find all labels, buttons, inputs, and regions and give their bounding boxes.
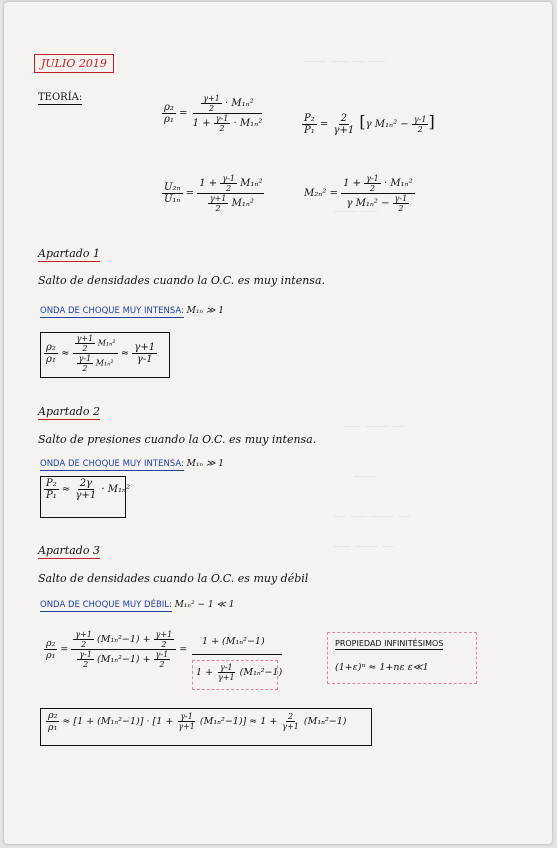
section-1-statement: Salto de densidades cuando la O.C. es muy intensa. [38,274,325,287]
section-3-statement: Salto de densidades cuando la O.C. es muy débil [38,572,309,585]
section-3-result: $\frac{\text{ρ₂}}{\text{ρ₁}}$ ≈ [1 + (M₁ₙ²−1)] · [1 + $\frac{\gamma-1}{\gamma+1}$ (M₁ₙ²−1)] ≈ 1 + $\frac{2}{\gamma+1}$ (M₁ₙ²−1) [48,710,347,733]
section-2-result: $\frac{\text{P₂}}{\text{P₁}}$ ≈ $\frac{2\gamma}{\gamma+1}$ · M₁ₙ² [46,478,131,501]
bleed-through-text: ——— ———— —— [344,422,404,432]
fraction-bar [192,654,282,655]
notebook-page [4,2,552,844]
bleed-through-text: ———— ——— —— ——— [304,57,386,67]
bleed-through-text: ———— ——— [334,207,378,217]
section-1-result: $\frac{\text{ρ₂}}{\text{ρ₁}}$ ≈ $\frac{\gamma+1}{2}$ M₁ₙ² $\frac{\gamma-1}{2}$ M₁ₙ² ≈ $\frac{\gamma+1}{\gamma-1}$ [46,334,156,373]
section-1-condition: ONDA DE CHOQUE MUY INTENSA: M₁ₙ ≫ 1 [40,306,224,316]
section-3-derivation: $\frac{\text{ρ₂}}{\text{ρ₁}}$ = $\frac{\gamma+1}{2}$ (M₁ₙ²−1) + $\frac{\gamma+1}{2}$ $\frac{\gamma-1}{2}$ (M₁ₙ²−1) + $\frac{\gamma-1}{2}$ = [46,630,188,669]
section-2-condition: ONDA DE CHOQUE MUY INTENSA: M₁ₙ ≫ 1 [40,459,224,469]
infinitesimal-property-formula: (1+ε)ⁿ ≈ 1+nε ε≪1 [335,662,429,673]
date-label: JULIO 2019 [34,54,114,73]
section-2-statement: Salto de presiones cuando la O.C. es muy intensa. [38,433,317,446]
formula-density-ratio: $\frac{\text{ρ₂}}{\text{ρ₁}}$ = $\frac{\gamma+1}{2}$ · M₁ₙ² 1 + $\frac{\gamma-1}{2}$ · M₁ₙ² [164,94,263,133]
section-3-simplified-den: 1 + $\frac{\gamma-1}{\gamma+1}$ (M₁ₙ²−1) [196,663,283,682]
section-3-condition: ONDA DE CHOQUE MUY DÉBIL: M₁ₙ² − 1 ≪ 1 [40,600,235,610]
formula-velocity-ratio: $\frac{\text{U₂ₙ}}{\text{U₁ₙ}}$ = 1 + $\frac{\gamma-1}{2}$ M₁ₙ² $\frac{\gamma+1}{2}$ M₁ₙ² [164,174,263,213]
section-2-heading: Apartado 2 [38,405,100,418]
bleed-through-text: ———— [354,472,376,482]
theory-heading: TEORÍA: [38,92,83,103]
formula-pressure-ratio: $\frac{\text{P₂}}{\text{P₁}}$ = $\frac{2}{\gamma+1}$ [γ M₁ₙ² − $\frac{\gamma-1}{2}$ ] [304,112,435,136]
bleed-through-text: ——— ———— —— [334,542,394,552]
section-3-simplified-num: 1 + (M₁ₙ²−1) [202,636,265,647]
section-1-heading: Apartado 1 [38,247,100,260]
formula-downstream-mach: M₂ₙ² = 1 + $\frac{\gamma-1}{2}$ · M₁ₙ² γ M₁ₙ² − $\frac{\gamma-1}{2}$ [304,174,413,213]
section-3-heading: Apartado 3 [38,544,100,557]
infinitesimal-property-title: PROPIEDAD INFINITÉSIMOS [335,639,444,648]
bleed-through-text: —— ——— ———— —— [334,512,410,522]
